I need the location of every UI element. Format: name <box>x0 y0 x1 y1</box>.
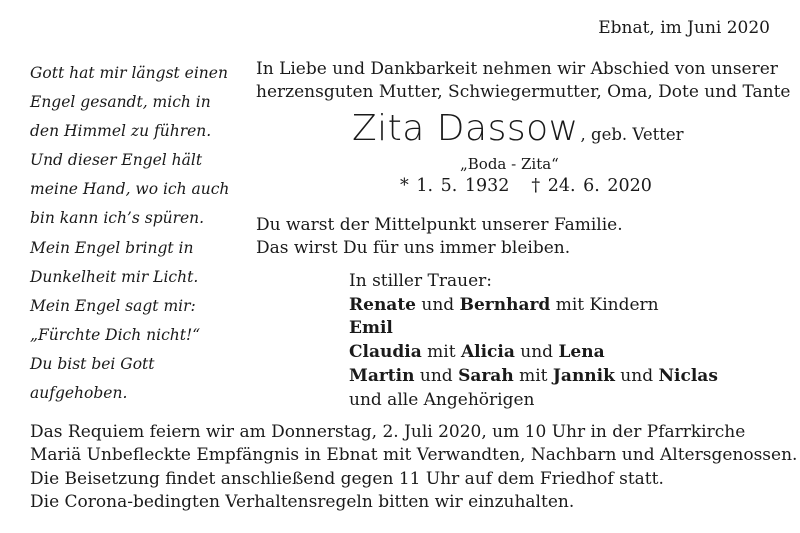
mourner-name: Bernhard <box>459 294 551 315</box>
connector: und <box>514 342 559 363</box>
intro-text <box>256 58 791 104</box>
birth-name: , geb. Vetter <box>580 125 684 144</box>
family-text-line: Du warst der Mittelpunkt unserer Familie. <box>256 215 623 235</box>
mourners-row <box>349 365 718 389</box>
deceased-name: Zita Dassow <box>352 108 579 149</box>
poem-line: Dunkelheit mir Licht. <box>30 267 199 286</box>
service-line: Die Beisetzung findet anschließend gegen 11 Uhr auf dem Friedhof statt. <box>30 468 664 489</box>
mourners-row <box>349 294 718 318</box>
mourner-name: Claudia <box>349 342 422 363</box>
mourner-name: Sarah <box>458 365 514 386</box>
connector: und <box>614 365 659 386</box>
intro-line: In Liebe und Dankbarkeit nehmen wir Abschied von unserer <box>256 59 778 79</box>
poem-line: meine Hand, wo ich auch <box>30 180 230 199</box>
poem-line: aufgehoben. <box>30 384 128 403</box>
mourner-name: Jannik <box>552 365 615 386</box>
poem-line: den Himmel zu führen. <box>30 122 212 141</box>
mourners-closing: und alle Angehörigen <box>349 389 535 410</box>
family-text-line: Das wirst Du für uns immer bleiben. <box>256 238 571 258</box>
place-date: Ebnat, im Juni 2020 <box>598 18 770 38</box>
mourner-name: Emil <box>349 318 393 339</box>
life-dates <box>400 176 652 196</box>
mourner-name: Martin <box>349 365 415 386</box>
mourners-row <box>349 341 718 365</box>
deceased-name-row <box>352 108 684 149</box>
death-date: † 24. 6. 2020 <box>531 176 652 196</box>
poem-line: Und dieser Engel hält <box>30 151 203 170</box>
birth-date: * 1. 5. 1932 <box>400 176 510 196</box>
poem-line: „Fürchte Dich nicht!“ <box>30 325 201 344</box>
poem-line: Du bist bei Gott <box>30 354 155 373</box>
mourners-heading: In stiller Trauer: <box>349 271 492 291</box>
connector: mit Kindern <box>550 294 659 315</box>
service-line: Das Requiem feiern wir am Donnerstag, 2. Juli 2020, um 10 Uhr in der Pfarrkirche <box>30 422 746 442</box>
connector: und <box>414 365 459 386</box>
mourners-row <box>349 317 718 341</box>
service-info <box>30 421 797 515</box>
poem-line: Mein Engel bringt in <box>30 238 194 257</box>
connector: mit <box>513 365 553 386</box>
service-line: Mariä Unbefleckte Empfängnis in Ebnat mit Verwandten, Nachbarn und Altersgenossen. <box>30 445 798 466</box>
poem-line: bin kann ich’s spüren. <box>30 209 205 228</box>
nickname: „Boda - Zita“ <box>460 155 559 173</box>
service-line: Die Corona-bedingten Verhaltensregeln bitten wir einzuhalten. <box>30 492 575 513</box>
mourner-name: Niclas <box>658 365 718 386</box>
connector: mit <box>421 342 461 363</box>
connector: und <box>416 294 460 315</box>
mourner-name: Renate <box>349 294 416 315</box>
poem-line: Mein Engel sagt mir: <box>30 296 196 315</box>
mourner-name: Alicia <box>460 342 515 363</box>
mourner-name: Lena <box>558 342 605 363</box>
poem-line: Gott hat mir längst einen <box>30 64 228 82</box>
mourners-list <box>349 270 718 412</box>
poem-line: Engel gesandt, mich in <box>30 93 211 112</box>
poem <box>30 59 245 408</box>
family-text <box>256 214 623 260</box>
intro-line: herzensguten Mutter, Schwiegermutter, Oma, Dote und Tante <box>256 82 791 102</box>
